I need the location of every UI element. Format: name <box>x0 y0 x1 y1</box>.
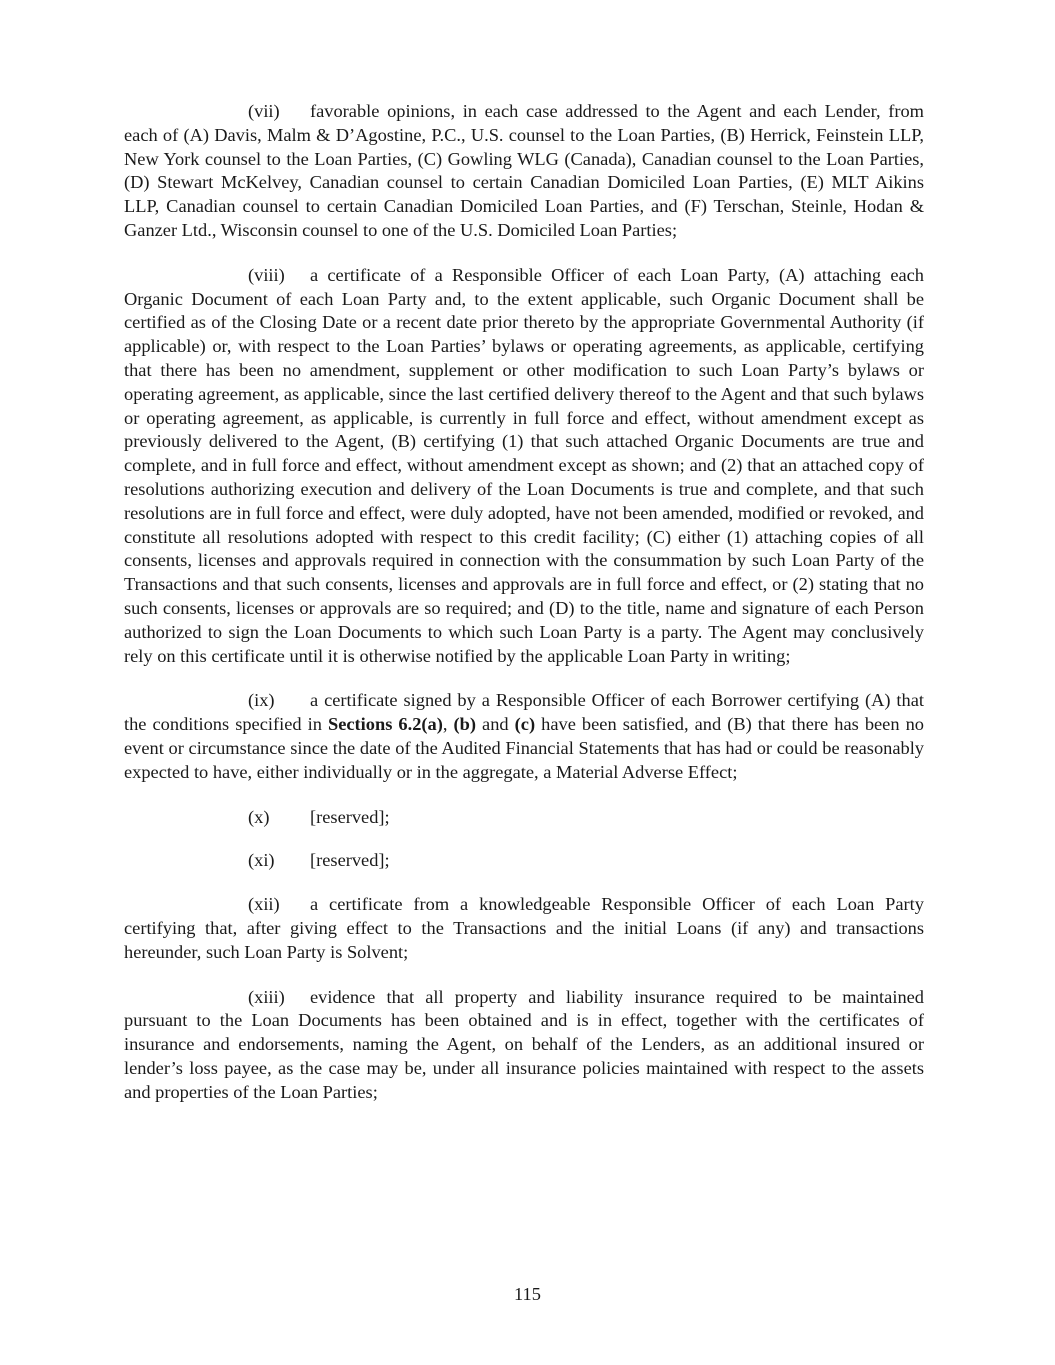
paragraph-number: (x) <box>248 806 270 827</box>
paragraph-text: a certificate from a knowledgeable Responsible Officer of each Loan Party certifying that, after giving effect to the Transactions and the initial Loans (if any) and transactions hereunder, such Loan Party is Solvent; <box>124 894 924 962</box>
paragraph-number: (xi) <box>248 850 275 871</box>
section-reference: Sections 6.2(a) <box>328 714 443 735</box>
document-page <box>124 100 924 1125</box>
paragraph-xi <box>124 849 924 873</box>
paragraph-number: (xii) <box>248 894 280 915</box>
paragraph-ix <box>124 689 924 784</box>
paragraph-text: favorable opinions, in each case addressed to the Agent and each Lender, from each of (A) Davis, Malm & D’Agostine, P.C., U.S. counsel to the Loan Parties, (B) Herrick, Feinstein LLP, New York counsel to the Loan Parties, (C) Gowling WLG (Canada), Canadian counsel to the Loan Parties, (D) Stewart McKelvey, Canadian counsel to certain Canadian Domiciled Loan Parties, (E) MLT Aikins LLP, Canadian counsel to certain Canadian Domiciled Loan Parties, and (F) Terschan, Steinle, Hodan & Ganzer Ltd., Wisconsin counsel to one of the U.S. Domiciled Loan Parties; <box>124 101 924 240</box>
page-number: 115 <box>514 1284 541 1304</box>
paragraph-number: (viii) <box>248 264 285 285</box>
paragraph-xiii <box>124 986 924 1105</box>
paragraph-text: [reserved]; <box>310 806 390 827</box>
paragraph-text: , <box>442 714 454 735</box>
paragraph-text: [reserved]; <box>310 850 390 871</box>
paragraph-text: a certificate signed by a Responsible Officer of each Borrower certifying (A) that the conditions specified in <box>124 690 924 735</box>
paragraph-text: a certificate of a Responsible Officer of each Loan Party, (A) attaching each Organic Document of each Loan Party and, to the extent applicable, such Organic Document shall be certified as of the Closing Date or a recent date prior thereto by the appropriate Governmental Authority (if applicable) or, with respect to the Loan Parties’ bylaws or operating agreements, as applicable, certifying that there has been no amendment, supplement or other modification to such Loan Party’s bylaws or operating agreement, as applicable, since the last certified delivery thereof to the Agent and that such bylaws or operating agreement, as applicable, is currently in full force and effect, without amendment except as previously delivered to the Agent, (B) certifying (1) that such attached Organic Documents are true and complete, and in full force and effect, without amendment except as shown; and (2) that an attached copy of resolutions authorizing execution and delivery of the Loan Documents is true and complete, and that such resolutions are in full force and effect, were duly adopted, have not been amended, modified or revoked, and constitute all resolutions adopted with respect to this credit facility; (C) either (1) attaching copies of all consents, licenses and approvals required in connection with the consummation by such Loan Party of the Transactions and that such consents, licenses and approvals are in full force and effect, or (2) stating that no such consents, licenses or approvals are so required; and (D) to the title, name and signature of each Person authorized to sign the Loan Documents to which such Loan Party is a party. The Agent may conclusively rely on this certificate until it is otherwise notified by the applicable Loan Party in writing; <box>124 264 924 666</box>
paragraph-number: (xiii) <box>248 986 285 1007</box>
paragraph-xii <box>124 893 924 964</box>
paragraph-vii <box>124 100 924 243</box>
paragraph-x <box>124 806 924 830</box>
paragraph-number: (ix) <box>248 690 275 711</box>
section-reference: (b) <box>453 714 476 735</box>
paragraph-number: (vii) <box>248 101 280 121</box>
paragraph-text: have been satisfied, and (B) that there has been no event or circumstance since the date of the Audited Financial Statements that has had or could be reasonably expected to have, either individually or in the aggregate, a Material Adverse Effect; <box>124 714 924 782</box>
paragraph-text: and <box>476 714 515 735</box>
paragraph-text: evidence that all property and liability insurance required to be maintained pursuant to the Loan Documents has been obtained and is in effect, together with the certificates of insurance and endorsements, naming the Agent, on behalf of the Lenders, as an additional insured or lender’s loss payee, as the case may be, under all insurance policies maintained with respect to the assets and properties of the Loan Parties; <box>124 986 924 1102</box>
section-reference: (c) <box>514 714 536 735</box>
paragraph-viii <box>124 264 924 669</box>
